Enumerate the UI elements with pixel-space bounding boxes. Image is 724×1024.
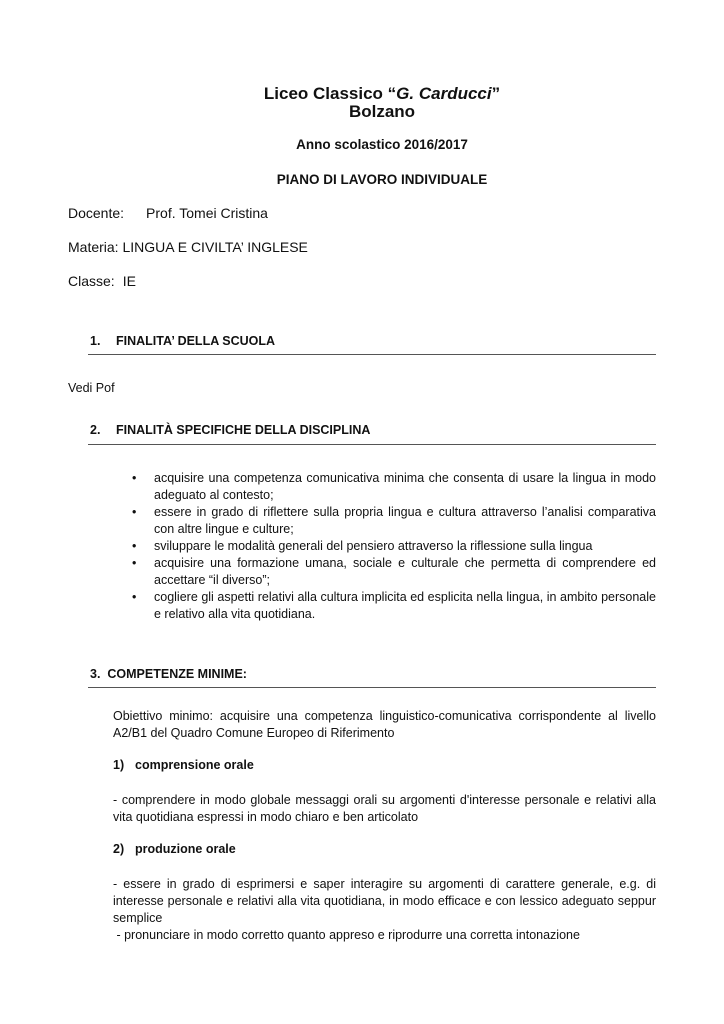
subheading-title: produzione orale [135,842,236,856]
list-item-text: cogliere gli aspetti relativi alla cultura implicita ed esplicita nella lingua, in ambito personale e relativo alla vita quotidiana. [154,590,656,621]
school-title [0,84,724,104]
list-item-text: acquisire una competenza comunicativa minima che consenta di usare la lingua in modo adeguato al contesto; [154,471,656,502]
subheading-comprensione [113,758,254,772]
subheading-title: comprensione orale [135,758,254,772]
section-number: 1. [90,334,101,348]
section-divider [88,354,656,355]
produzione-text-2: - pronunciare in modo corretto quanto appreso e riprodurre una corretta intonazione [113,928,580,942]
bullet-icon: • [132,556,137,570]
section-number: 3. [90,667,101,681]
subheading-produzione [113,842,236,856]
teacher-field [68,205,268,221]
subheading-number: 2) [113,842,125,856]
bullet-icon: • [132,539,137,553]
teacher-value: Prof. Tomei Cristina [146,205,268,221]
school-city: Bolzano [348,102,416,121]
school-title-prefix: Liceo Classico “ [263,84,397,103]
section-number: 2. [90,423,101,437]
comprensione-text: - comprendere in modo globale messaggi orali su argomenti d'interesse personale e relativi alla vita quotidiana espressi in modo chiaro e ben articolato [113,793,656,824]
teacher-label: Docente: [68,205,125,221]
list-item [132,589,656,623]
aims-list [132,470,656,623]
section-heading-3 [90,667,247,681]
section-3-intro: Obiettivo minimo: acquisire una competenza linguistico-comunicativa corrispondente al livello A2/B1 del Quadro Comune Europeo di Riferimento [113,709,656,740]
subject-field [68,239,308,255]
section-1-text: Vedi Pof [68,381,115,395]
bullet-icon: • [132,505,137,519]
section-title: FINALITA’ DELLA SCUOLA [116,334,276,348]
subheading-number: 1) [113,758,125,772]
list-item-text: acquisire una formazione umana, sociale e culturale che permetta di comprendere ed accettare “il diverso”; [154,556,656,587]
list-item [132,504,656,538]
subject-value: LINGUA E CIVILTA’ INGLESE [122,239,308,255]
produzione-text: - essere in grado di esprimersi e saper interagire su argomenti di carattere generale, e.g. di interesse personale e relativi alla vita quotidiana, in modo efficace e con lessico adeguato seppur semplice [113,877,656,925]
section-divider [88,687,656,688]
class-label: Classe: [68,273,115,289]
plan-title: PIANO DI LAVORO INDIVIDUALE [276,172,488,187]
section-title: FINALITÀ SPECIFICHE DELLA DISCIPLINA [116,423,371,437]
school-year: Anno scolastico 2016/2017 [296,137,468,152]
section-divider [88,444,656,445]
bullet-icon: • [132,590,137,604]
list-item [132,470,656,504]
list-item-text: essere in grado di riflettere sulla propria lingua e cultura attraverso l’analisi comparativa con altre lingue e culture; [154,505,656,536]
school-title-suffix: ” [491,84,501,103]
list-item-text: sviluppare le modalità generali del pensiero attraverso la riflessione sulla lingua [154,539,593,553]
section-heading-2 [90,423,370,437]
bullet-icon: • [132,471,137,485]
list-item [132,538,656,555]
school-title-name: G. Carducci [396,84,492,103]
section-title: COMPETENZE MINIME: [107,667,247,681]
class-field [68,273,136,289]
subject-label: Materia: [68,239,119,255]
section-heading-1 [90,334,275,348]
list-item [132,555,656,589]
class-value: IE [122,273,136,289]
